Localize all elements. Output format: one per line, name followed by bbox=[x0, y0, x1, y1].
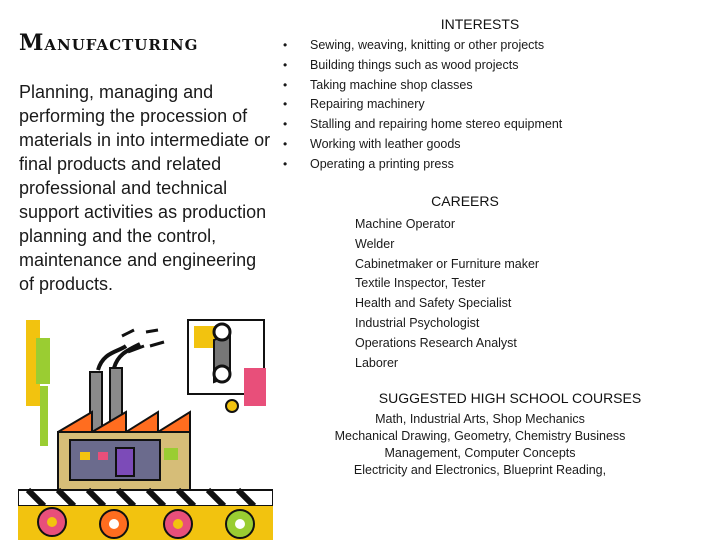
list-item: • Sewing, weaving, knitting or other projects bbox=[283, 36, 562, 56]
list-item: Textile Inspector, Tester bbox=[355, 276, 486, 291]
list-item: • Repairing machinery bbox=[283, 95, 562, 115]
courses-heading: SUGGESTED HIGH SCHOOL COURSES bbox=[378, 390, 642, 406]
list-item: • Building things such as wood projects bbox=[283, 56, 562, 76]
list-item: Machine Operator bbox=[355, 217, 456, 231]
list-item: • Stalling and repairing home stereo equipment bbox=[283, 115, 562, 135]
list-item: Health and Safety Specialist bbox=[355, 296, 512, 311]
interests-list bbox=[283, 36, 562, 175]
course-line: Math, Industrial Arts, Shop Mechanics bbox=[375, 412, 585, 426]
list-item: • Taking machine shop classes bbox=[283, 76, 562, 96]
course-line: Mechanical Drawing, Geometry, Chemistry Business bbox=[334, 429, 626, 443]
list-item: • Working with leather goods bbox=[283, 135, 562, 155]
list-item: Welder bbox=[355, 236, 395, 251]
careers-heading: CAREERS bbox=[431, 193, 499, 209]
list-item: Industrial Psychologist bbox=[355, 315, 480, 330]
careers-list bbox=[355, 215, 539, 373]
description-text: Planning, managing and performing the procession of materials in into intermediate or final products and related professional and technical support activities as production planning and the control, maintenance and engineering of products. bbox=[19, 82, 271, 294]
page-title: Manufacturing bbox=[19, 30, 199, 56]
course-line: Electricity and Electronics, Blueprint Reading, bbox=[353, 463, 607, 477]
list-item: Laborer bbox=[355, 355, 399, 370]
list-item: Cabinetmaker or Furniture maker bbox=[355, 256, 540, 271]
factory-clipart bbox=[18, 312, 273, 540]
courses-text bbox=[310, 411, 650, 479]
list-item: • Operating a printing press bbox=[283, 155, 562, 175]
course-line: Management, Computer Concepts bbox=[384, 446, 576, 460]
interests-heading: INTERESTS bbox=[440, 16, 520, 32]
list-item: Operations Research Analyst bbox=[355, 335, 517, 350]
